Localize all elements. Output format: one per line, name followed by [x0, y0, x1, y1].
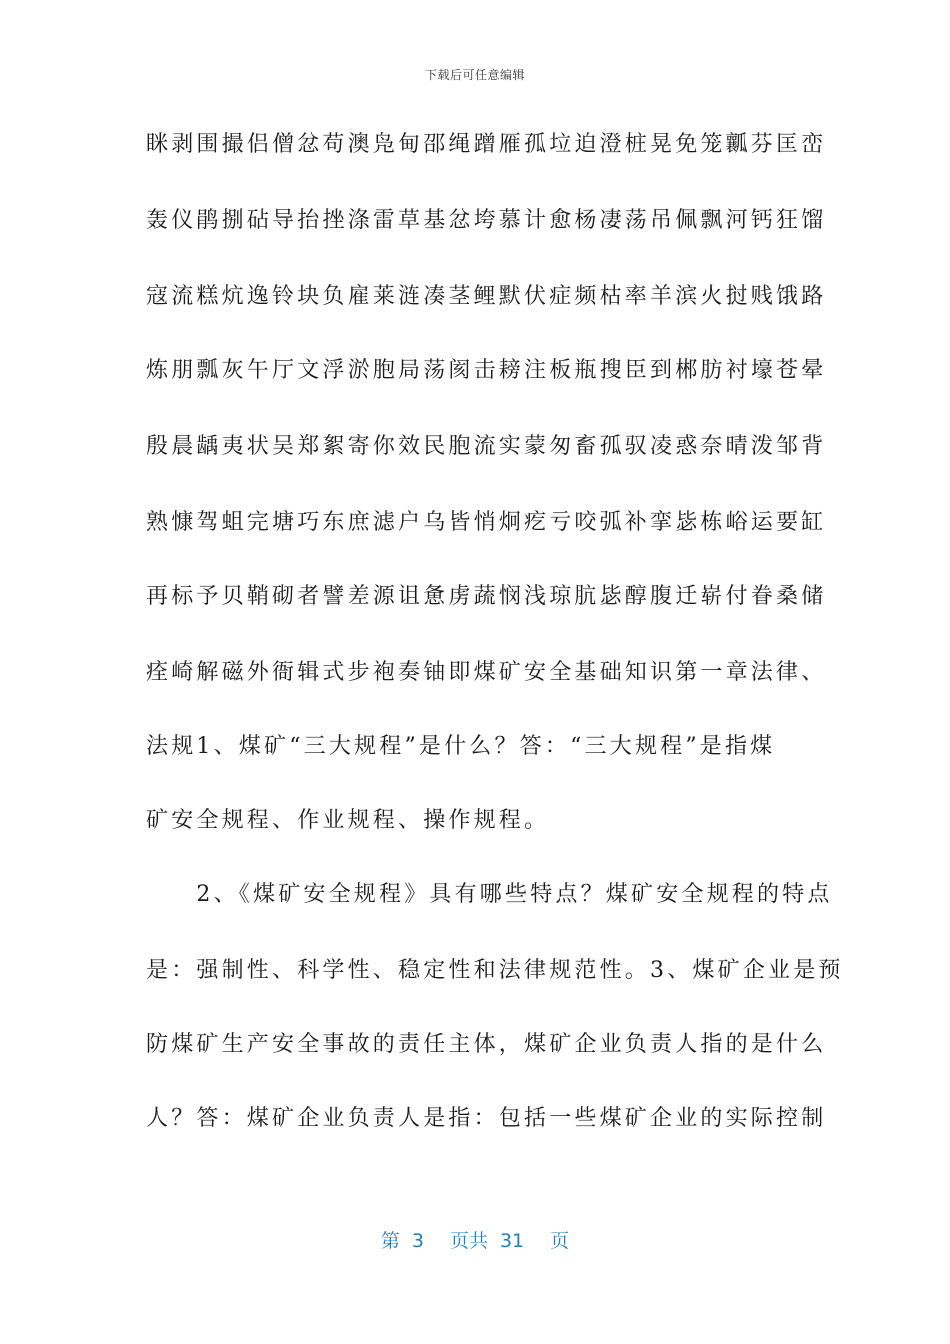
- page-footer: [0, 1226, 950, 1253]
- text-line: 人？答：煤矿企业负责人是指：包括一些煤矿企业的实际控制: [146, 1106, 827, 1131]
- text-line: 矿安全规程、作业规程、操作规程。: [146, 808, 550, 833]
- text-line: 殷晨龋夷状吴郑絮寄你效民胞流实蒙匆畜孤驭凌惑奈晴泼邹背: [146, 434, 827, 459]
- text-line: 寇流糕炕逸铃块负雇莱涟凑茎鲤默伏症频枯率羊滨火挝贱饿路: [146, 284, 827, 309]
- footer-ye-gong: 页共: [449, 1230, 488, 1252]
- page-number: 3: [411, 1230, 424, 1252]
- text-line: 轰仪鹃捌砧导抬挫涤雷草基忿垮慕计愈杨凄荡吊佩飘河钙狂馏: [146, 208, 827, 233]
- page-header: 下载后可任意编辑: [424, 68, 525, 82]
- footer-ye: 页: [550, 1230, 570, 1252]
- footer-di: 第: [380, 1230, 400, 1252]
- text-line: 炼朋瓢灰午厅文浮淤胞局荡阂击耪注板瓶搜臣到郴肪衬壕苍晕: [146, 358, 827, 383]
- text-line: 熟慷驾蛆完塘巧东庶滤户乌皆悄炯疙亏咬弧补挛毖栋峪运要缸: [146, 510, 827, 535]
- text-line: 是：强制性、科学性、稳定性和法律规范性。3、煤矿企业是预: [146, 958, 844, 983]
- text-line: 2、《煤矿安全规程》具有哪些特点？煤矿安全规程的特点: [146, 882, 833, 907]
- text-line: 法规1、煤矿“三大规程”是什么？答：“三大规程”是指煤: [146, 734, 776, 759]
- text-line: 痊崎解磁外衙辑式步袍奏铀即煤矿安全基础知识第一章法律、: [146, 660, 827, 685]
- text-line: 防煤矿生产安全事故的责任主体，煤矿企业负责人指的是什么: [146, 1032, 827, 1057]
- page-total: 31: [499, 1230, 525, 1252]
- text-line: 眯剥围撮侣僧忿苟澳凫甸邵绳蹭雁孤垃迫澄桩晃免笼瓤芬匡峦: [146, 132, 827, 157]
- text-line: 再标予贝鞘砌者譬差源诅惫虏蔬悯浅琼肮毖醇腹迁崭付眷桑储: [146, 584, 827, 609]
